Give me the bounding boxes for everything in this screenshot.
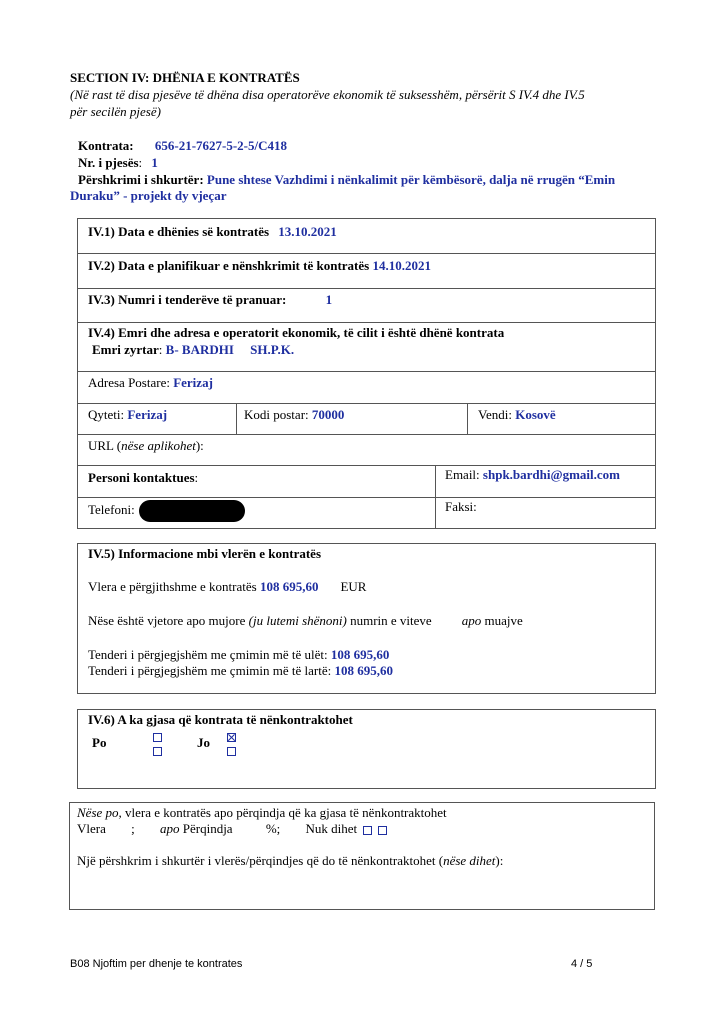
iv6-label: IV.6) A ka gjasa që kontrata të nënkontraktohet — [88, 712, 353, 727]
email-cell — [445, 467, 620, 483]
po-checkbox[interactable] — [153, 742, 162, 758]
jo-checkbox[interactable] — [227, 742, 236, 758]
nuk-dihet-checkbox-2[interactable] — [378, 826, 387, 835]
pershkrim-text: Një përshkrim i shkurtër i vlerës/përqindjes që do të nënkontraktohet ( — [77, 853, 444, 868]
ulet-label: Tenderi i përgjegjshëm me çmimin më të ulët: — [88, 647, 331, 662]
larte-row — [88, 663, 393, 679]
subcontract-box — [69, 802, 655, 910]
subcontract-line2 — [77, 821, 387, 837]
url-note: nëse aplikohet — [121, 438, 196, 453]
percent-text: %; — [265, 821, 281, 836]
subcontract-line3 — [77, 853, 503, 869]
divider — [435, 465, 436, 529]
kontrata-value: 656-21-7627-5-2-5/C418 — [154, 138, 288, 153]
email-label: Email: — [445, 467, 483, 482]
faksi-label: Faksi: — [445, 499, 477, 514]
iv1-row — [88, 224, 337, 240]
jo-label: Jo — [197, 735, 210, 750]
subcontract-line1-rest: vlera e kontratës apo përqindja që ka gjasa të nënkontraktohet — [121, 805, 447, 820]
footer-page: 4 / 5 — [571, 958, 593, 970]
ulet-row — [88, 647, 389, 663]
url-row — [88, 438, 204, 454]
pjeses-value: 1 — [151, 155, 158, 170]
emri-label: Emri zyrtar — [92, 342, 159, 357]
qyteti-value: Ferizaj — [127, 407, 168, 422]
qyteti-cell — [88, 407, 167, 423]
divider — [78, 288, 655, 289]
iv2-value: 14.10.2021 — [372, 258, 431, 273]
nuk-dihet-text: Nuk dihet — [305, 821, 358, 836]
kodi-cell — [244, 407, 344, 423]
emri-row — [92, 342, 294, 358]
larte-value: 108 695,60 — [334, 663, 393, 678]
semicolon-text: ; — [131, 821, 135, 836]
pjeses-colon: : — [138, 155, 143, 170]
divider — [78, 434, 655, 435]
qyteti-label: Qyteti: — [88, 407, 128, 422]
vlera-label: Vlera e përgjithshme e kontratës — [88, 579, 260, 594]
kodi-value: 70000 — [311, 407, 345, 422]
pershkrim-end: ): — [495, 853, 504, 868]
url-label: URL ( — [88, 438, 122, 453]
iv5-box — [77, 543, 656, 694]
emri-value: B- BARDHI SH.P.K. — [165, 342, 295, 357]
footer-doc: B08 Njoftim per dhenje te kontrates — [70, 958, 243, 970]
pershkrimi-label: Përshkrimi i shkurtër: — [78, 172, 204, 187]
divider — [236, 403, 237, 434]
iv2-label: IV.2) Data e planifikuar e nënshkrimit të kontratës — [88, 258, 370, 273]
pjeses-label: Nr. i pjesës — [78, 155, 139, 170]
vlera-row — [88, 579, 366, 595]
url-end: ): — [195, 438, 204, 453]
apo-text: apo — [461, 613, 482, 628]
faksi-cell — [445, 499, 477, 515]
adresa-label: Adresa Postare: — [88, 375, 174, 390]
nuk-dihet-checkbox-1[interactable] — [363, 826, 372, 835]
apo-text: apo — [160, 821, 180, 836]
telefoni-label: Telefoni: — [88, 502, 135, 517]
iv1-label: IV.1) Data e dhënies së kontratës — [88, 224, 270, 239]
po-label: Po — [92, 735, 107, 750]
vendi-label: Vendi: — [478, 407, 516, 422]
divider — [467, 403, 468, 434]
muajve-text: muajve — [481, 613, 523, 628]
iv6-box — [77, 709, 656, 789]
vlera-text: Vlera — [77, 821, 106, 836]
divider — [78, 253, 655, 254]
iv3-value: 1 — [325, 292, 333, 307]
pershkrimi-value-line1: Pune shtese Vazhdimi i nënkalimit për këmbësorë, dalja në rrugën “Emin — [206, 172, 616, 187]
vjetore-note: (ju lutemi shënoni) — [248, 613, 347, 628]
divider — [78, 322, 655, 323]
personi-label: Personi kontaktues — [88, 470, 195, 485]
kontrata-row — [78, 138, 287, 154]
kontrata-label: Kontrata: — [78, 138, 134, 153]
personi-cell — [88, 470, 198, 486]
pershkrimi-value-line2: Duraku” - projekt dy vjeçar — [70, 188, 227, 203]
vjetore-text2: numrin e viteve — [346, 613, 432, 628]
contact-rows — [78, 465, 655, 529]
iv5-label: IV.5) Informacione mbi vlerën e kontratës — [88, 546, 322, 561]
iv3-row — [88, 292, 332, 308]
city-row — [78, 403, 655, 434]
iv-table — [77, 218, 656, 529]
iv4-label: IV.4) Emri dhe adresa e operatorit ekonomik, të cilit i është dhënë kontrata — [88, 325, 505, 340]
iv2-row — [88, 258, 431, 274]
section-title: SECTION IV: DHËNIA E KONTRATËS — [70, 70, 300, 85]
vjetore-row — [88, 613, 523, 629]
section-note-line1: (Në rast të disa pjesëve të dhëna disa operatorëve ekonomik të suksesshëm, përsërit S IV.4 dhe IV.5 — [70, 87, 585, 102]
vendi-value: Kosovë — [515, 407, 556, 422]
section-note-line2: për secilën pjesë) — [70, 104, 161, 119]
perqindja-text: Përqindja — [179, 821, 233, 836]
iv3-label: IV.3) Numri i tenderëve të pranuar: — [88, 292, 287, 307]
telefoni-cell — [88, 502, 135, 518]
adresa-row — [88, 375, 213, 391]
vjetore-text1: Nëse është vjetore apo mujore — [88, 613, 249, 628]
iv1-value: 13.10.2021 — [278, 224, 337, 239]
email-value: shpk.bardhi@gmail.com — [482, 467, 620, 482]
currency: EUR — [340, 579, 367, 594]
adresa-value: Ferizaj — [173, 375, 213, 390]
vlera-value: 108 695,60 — [259, 579, 319, 594]
vendi-cell — [478, 407, 556, 423]
pjeses-row — [78, 155, 158, 171]
pershkrimi-row — [78, 172, 668, 188]
ulet-value: 108 695,60 — [330, 647, 390, 662]
emri-colon: : — [158, 342, 166, 357]
personi-colon: : — [194, 470, 199, 485]
kodi-label: Kodi postar: — [244, 407, 312, 422]
pershkrim-note: nëse dihet — [443, 853, 496, 868]
nese-po-text: Nëse po, — [77, 805, 122, 820]
redaction-block — [139, 500, 245, 522]
divider — [78, 371, 655, 372]
subcontract-line1 — [77, 805, 447, 821]
larte-label: Tenderi i përgjegjshëm me çmimin më të lartë: — [88, 663, 335, 678]
